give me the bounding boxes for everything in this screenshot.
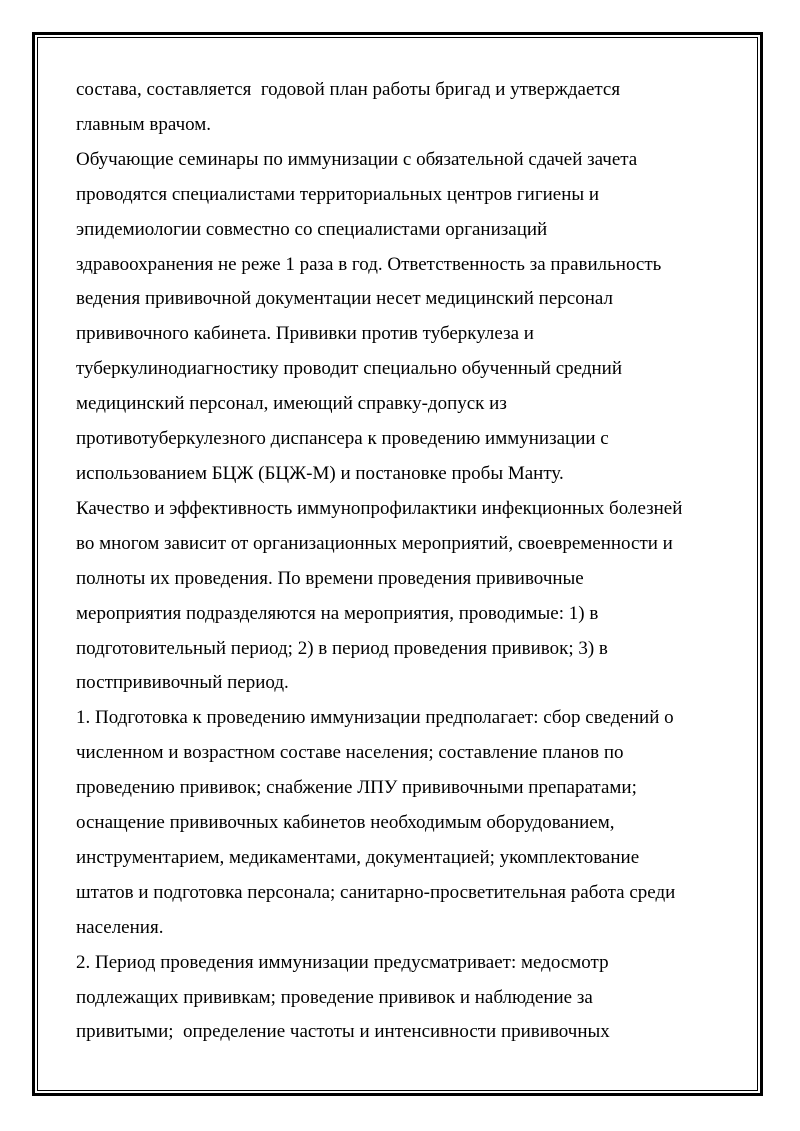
text-line: состава, составляется годовой план работы бригад и утверждается <box>76 79 621 100</box>
text-line: мероприятия подразделяются на мероприятия, проводимые: 1) в <box>76 602 599 624</box>
text-line: подготовительный период; 2) в период проведения прививок; 3) в <box>76 637 608 659</box>
text-line: численном и возрастном составе населения; составление планов по <box>76 742 624 764</box>
text-line: медицинский персонал, имеющий справку-допуск из <box>76 393 507 415</box>
text-line: прививочного кабинета. Прививки против туберкулеза и <box>76 323 534 345</box>
text-line: проведению прививок; снабжение ЛПУ прививочными препаратами; <box>76 777 637 799</box>
text-line: подлежащих прививкам; проведение прививок и наблюдение за <box>76 986 593 1008</box>
text-line: полноты их проведения. По времени проведения прививочные <box>76 567 584 589</box>
text-line: 2. Период проведения иммунизации предусматривает: медосмотр <box>76 951 609 973</box>
text-line: постпрививочный период. <box>76 672 289 694</box>
text-line: противотуберкулезного диспансера к проведению иммунизации с <box>76 428 609 450</box>
text-line: ведения прививочной документации несет медицинский персонал <box>76 288 613 310</box>
text-line: 1. Подготовка к проведению иммунизации предполагает: сбор сведений о <box>76 707 674 729</box>
text-line: оснащение прививочных кабинетов необходимым оборудованием, <box>76 812 615 834</box>
text-line: Обучающие семинары по иммунизации с обязательной сдачей зачета <box>76 148 638 170</box>
text-line: штатов и подготовка персонала; санитарно-просветительная работа среди <box>76 881 676 903</box>
text-line: эпидемиологии совместно со специалистами организаций <box>76 218 548 240</box>
text-line: проводятся специалистами территориальных центров гигиены и <box>76 183 600 205</box>
text-line: главным врачом. <box>76 113 212 135</box>
text-line: инструментарием, медикаментами, документацией; укомплектование <box>76 846 640 868</box>
text-line: привитыми; определение частоты и интенсивности прививочных <box>76 1021 610 1043</box>
text-line: во многом зависит от организационных мероприятий, своевременности и <box>76 532 673 554</box>
text-line: Качество и эффективность иммунопрофилактики инфекционных болезней <box>76 497 683 519</box>
text-line: населения. <box>76 916 164 938</box>
text-line: использованием БЦЖ (БЦЖ-М) и постановке пробы Манту. <box>76 462 564 484</box>
text-line: туберкулинодиагностику проводит специально обученный средний <box>76 358 622 380</box>
text-line: здравоохранения не реже 1 раза в год. Ответственность за правильность <box>76 253 662 275</box>
document-body-text <box>76 73 736 1050</box>
